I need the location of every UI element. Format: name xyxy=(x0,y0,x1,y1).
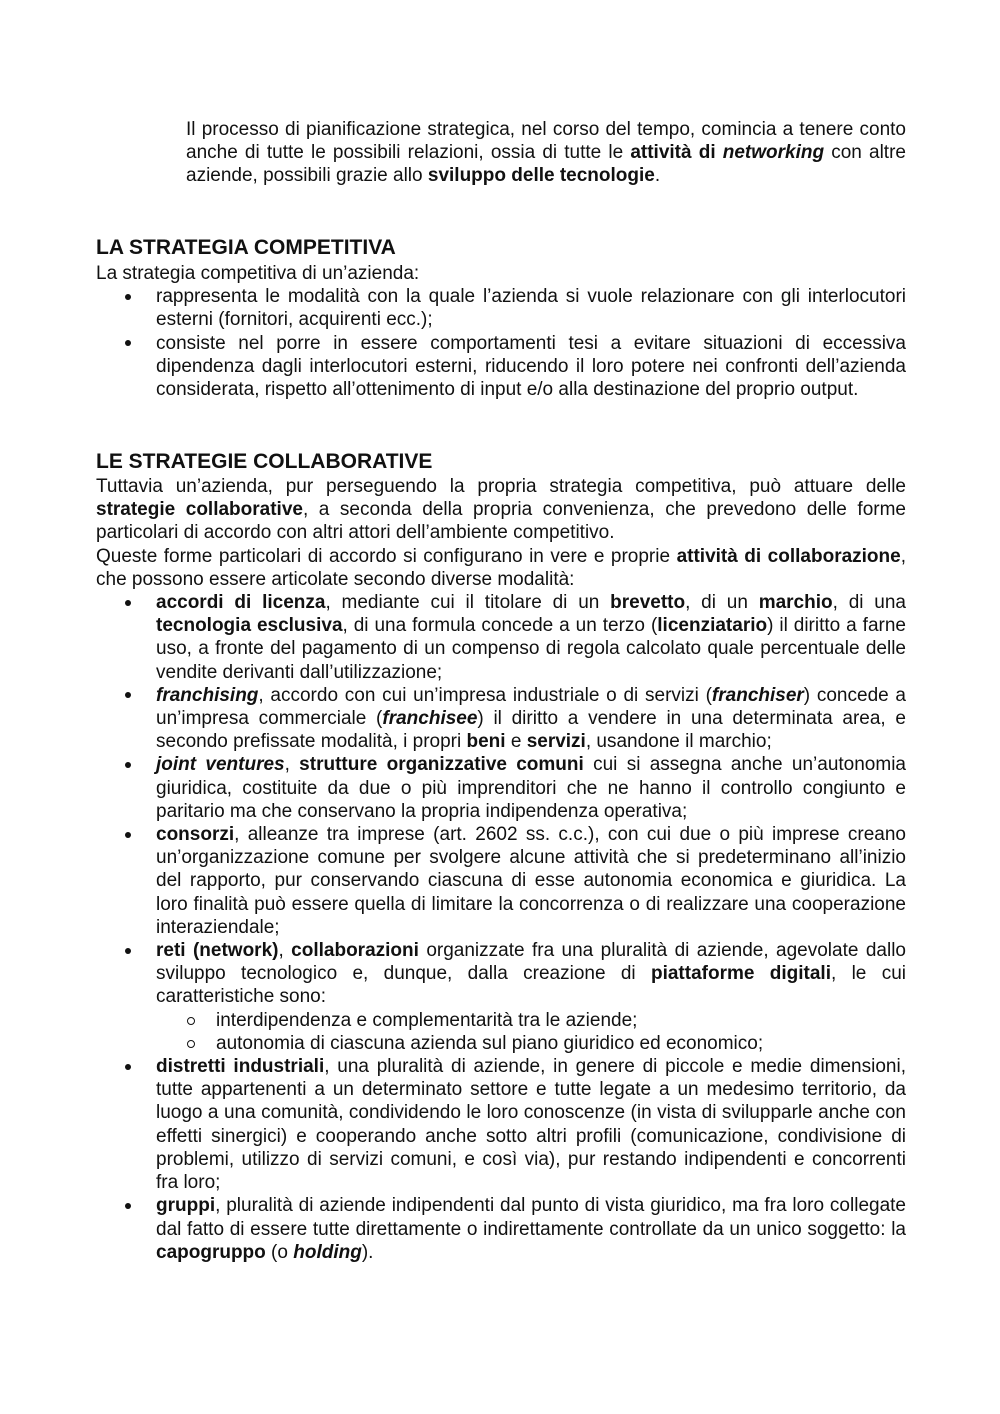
bullet-list xyxy=(96,591,906,1264)
list-item: rappresenta le modalità con la quale l’azienda si vuole relazionare con gli interlocutori esterni (fornitori, acquirenti ecc.); xyxy=(96,285,906,331)
bold-italic-text: franchisee xyxy=(382,708,478,730)
list-item: consiste nel porre in essere comportamenti tesi a evitare situazioni di eccessiva dipendenza dagli interlocutori esterni, riducendo il loro potere nei confronti dell’azienda considerata, rispetto all’ottenimento di input e/o alla destinazione del proprio output. xyxy=(96,332,906,402)
bold-text: marchio xyxy=(758,592,833,614)
text: , mediante cui il titolare di un xyxy=(325,592,611,614)
bullet-list xyxy=(96,285,906,401)
bold-text: licenziatario xyxy=(657,615,768,637)
sub-list xyxy=(156,1009,906,1055)
text: cui si assegna anche un’autonomia giuridica, costituite da due o più imprenditori che ne hanno il controllo congiunto e paritario ma che conservano la propria indipendenza operativa; xyxy=(156,754,906,822)
text: , le cui caratteristiche sono: xyxy=(156,963,906,1008)
text: Queste forme particolari di accordo si configurano in vere e proprie xyxy=(96,545,677,567)
bold-text: collaborazioni xyxy=(291,940,419,962)
bold-text: strategie collaborative xyxy=(96,499,303,521)
text: , xyxy=(278,940,292,962)
bold-text: consorzi xyxy=(156,824,235,846)
text: , a seconda della propria convenienza, che prevedono delle forme particolari di accordo con altri attori dell’ambiente competitivo. xyxy=(96,499,906,544)
text: , usandone il marchio; xyxy=(585,731,772,753)
text: Il processo di pianificazione strategica, nel corso del tempo, comincia a tenere conto anche di tutte le possibili relazioni, ossia di tutte le xyxy=(186,119,906,164)
sub-list-item: autonomia di ciascuna azienda sul piano giuridico ed economico; xyxy=(156,1032,906,1055)
bold-text: accordi di licenza xyxy=(156,592,326,614)
bold-italic-text: joint ventures xyxy=(156,754,285,776)
bold-text: reti (network) xyxy=(156,940,279,962)
bold-italic-text: holding xyxy=(293,1241,362,1263)
bold-italic-text: franchising xyxy=(156,684,259,706)
list-item-joint-ventures xyxy=(96,753,906,823)
bold-text: tecnologia esclusiva xyxy=(156,615,343,637)
bold-italic-text: franchiser xyxy=(711,684,804,706)
text: ) il diritto a farne uso, a fronte del pagamento di un compenso di regola calcolato quale percentuale delle vendite derivanti dall’utilizzazione; xyxy=(156,615,906,683)
section-collaborative xyxy=(96,475,906,1264)
text: , di un xyxy=(685,592,759,614)
paragraph xyxy=(96,545,906,591)
list-item-gruppi xyxy=(96,1194,906,1264)
list-item-reti xyxy=(96,939,906,1055)
bold-text: distretti industriali xyxy=(156,1056,325,1078)
text: ) concede a un’impresa commerciale ( xyxy=(156,684,907,730)
text: ) il diritto a vendere in una determinata area, e secondo prefissate modalità, i propri xyxy=(156,708,906,753)
text: ). xyxy=(361,1241,374,1263)
paragraph xyxy=(96,475,906,545)
text: , xyxy=(284,754,300,776)
text: , una pluralità di aziende, in genere di piccole e medie dimensioni, tutte appartenenti a un determinato settore e tutte legate a un medesimo territorio, da luogo a una comunità, condividendo le loro conoscenze (in vista di svilupparle anche con effetti sinergici) e cooperando anche sotto altri profili (comunicazione, condivisione di problemi, utilizzo di servizi comuni, e così via), pur restando indipendenti e concorrenti fra loro; xyxy=(156,1056,906,1194)
list-item-franchising xyxy=(96,684,906,754)
bold-text: attività di collaborazione xyxy=(676,545,901,567)
sub-list-item: interdipendenza e complementarità tra le aziende; xyxy=(156,1009,906,1032)
text: , alleanze tra imprese (art. 2602 ss. c.c.), con cui due o più imprese creano un’organizzazione comune per svolgere alcune attività che si predeterminano all’inizio del rapporto, pur conservando ciascuna di esse autonomia economica e giuridica. La loro finalità può essere quella di limitare la concorrenza o di realizzare una cooperazione interaziendale; xyxy=(156,824,906,938)
list-item-consorzi xyxy=(96,823,906,939)
bold-italic-text: networking xyxy=(722,142,825,164)
text: , di una xyxy=(832,592,906,614)
text: , pluralità di aziende indipendenti dal punto di vista giuridico, ma fra loro collegate dal fatto di essere tutte direttamente o indirettamente controllate da un unico soggetto: la xyxy=(156,1195,906,1240)
bold-text: piattaforme digitali xyxy=(650,963,831,985)
bold-text: servizi xyxy=(526,731,586,753)
bold-text: strutture organizzative comuni xyxy=(299,754,584,776)
bold-text: gruppi xyxy=(156,1195,216,1217)
intro-paragraph xyxy=(186,118,906,188)
bold-text: brevetto xyxy=(610,592,686,614)
lead-text: La strategia competitiva di un’azienda: xyxy=(96,263,420,284)
text: e xyxy=(505,731,527,753)
text: , di una formula concede a un terzo ( xyxy=(342,615,658,637)
section-competitiva xyxy=(96,262,906,401)
bold-text: sviluppo delle tecnologie xyxy=(427,165,655,187)
heading-strategia-competitiva: LA STRATEGIA COMPETITIVA xyxy=(96,236,396,259)
text: (o xyxy=(265,1241,294,1263)
text: organizzate fra una pluralità di aziende, agevolate dallo sviluppo tecnologico e, dunque, dalla creazione di xyxy=(156,940,906,985)
list-item-accordi-licenza xyxy=(96,591,906,684)
text: Tuttavia un’azienda, pur perseguendo la propria strategia competitiva, può attuare delle xyxy=(96,476,906,497)
text: , accordo con cui un’impresa industriale o di servizi ( xyxy=(258,684,712,706)
list-item-distretti xyxy=(96,1055,906,1194)
heading-strategie-collaborative: LE STRATEGIE COLLABORATIVE xyxy=(96,450,433,473)
text: , che possono essere articolate secondo diverse modalità: xyxy=(96,545,906,590)
bold-text: capogruppo xyxy=(156,1241,266,1263)
bold-text: attività di xyxy=(630,142,723,164)
bold-text: beni xyxy=(466,731,506,753)
text: . xyxy=(654,165,661,187)
text: con altre aziende, possibili grazie allo xyxy=(186,142,906,187)
